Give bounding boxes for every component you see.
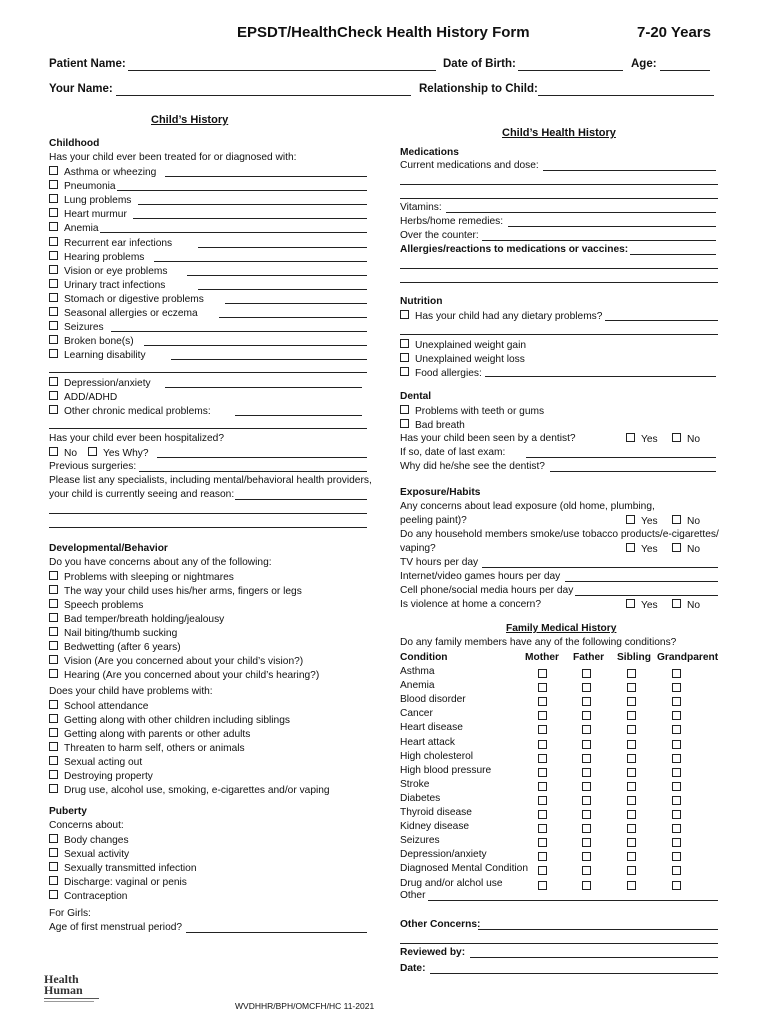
no-checkbox[interactable] — [672, 543, 681, 552]
father-checkbox[interactable] — [582, 796, 591, 805]
answer-line[interactable] — [144, 345, 367, 346]
grandparent-checkbox[interactable] — [672, 768, 681, 777]
col-grandparent: Grandparent — [657, 652, 719, 663]
mother-checkbox[interactable] — [538, 768, 547, 777]
medications-line-2[interactable] — [400, 184, 718, 185]
sibling-checkbox[interactable] — [627, 881, 636, 890]
form-title: EPSDT/HealthCheck Health History Form — [237, 24, 530, 41]
hospitalized-no[interactable]: No — [49, 447, 77, 459]
checkbox[interactable] — [49, 321, 58, 330]
seen-dentist-yes[interactable]: Yes — [626, 433, 658, 445]
grandparent-checkbox[interactable] — [672, 697, 681, 706]
checkbox[interactable] — [49, 862, 58, 871]
mother-checkbox[interactable] — [538, 669, 547, 678]
checklist-item-seasonal-allergies-or-eczema[interactable]: Seasonal allergies or eczema — [49, 307, 198, 319]
childhood-heading: Childhood — [49, 138, 100, 149]
answer-line[interactable] — [219, 317, 367, 318]
grandparent-checkbox[interactable] — [672, 683, 681, 692]
yes-checkbox[interactable] — [88, 447, 97, 456]
checkbox[interactable] — [49, 655, 58, 664]
footer-code: WVDHHR/BPH/OMCFH/HC 11-2021 — [235, 1001, 375, 1011]
dietary-field[interactable] — [605, 320, 718, 321]
tv-hours-label: TV hours per day — [400, 557, 479, 568]
sibling-checkbox[interactable] — [627, 782, 636, 791]
lead-question-1: Any concerns about lead exposure (old home, plumbing, — [400, 501, 655, 512]
mother-checkbox[interactable] — [538, 697, 547, 706]
providers-line-3[interactable] — [49, 527, 367, 528]
col-condition: Condition — [400, 652, 448, 663]
father-checkbox[interactable] — [582, 824, 591, 833]
relationship-field[interactable] — [538, 95, 714, 96]
checklist-item-sexually-transmitted-infection[interactable]: Sexually transmitted infection — [49, 862, 197, 874]
col-father: Father — [573, 652, 605, 663]
checklist-item-depression-anxiety[interactable]: Depression/anxiety — [49, 377, 151, 389]
checkbox[interactable] — [49, 756, 58, 765]
current-medications-label: Current medications and dose: — [400, 160, 539, 171]
reviewed-by-field[interactable] — [470, 957, 718, 958]
father-checkbox[interactable] — [582, 810, 591, 819]
age-label: Age: — [631, 58, 657, 70]
dietary-checkbox[interactable] — [400, 310, 409, 319]
puberty-concerns: Concerns about: — [49, 820, 124, 831]
checkbox[interactable] — [49, 335, 58, 344]
grandparent-checkbox[interactable] — [672, 725, 681, 734]
checkbox[interactable] — [49, 194, 58, 203]
why-seen-label: Why did he/she see the dentist? — [400, 461, 545, 472]
allergies-label: Allergies/reactions to medications or vaccines: — [400, 244, 629, 255]
sibling-checkbox[interactable] — [627, 866, 636, 875]
relationship-label: Relationship to Child: — [419, 83, 538, 95]
father-checkbox[interactable] — [582, 881, 591, 890]
condition-label: Anemia — [400, 680, 435, 692]
checkbox[interactable] — [49, 571, 58, 580]
checklist-item-discharge-vaginal-or-penis[interactable]: Discharge: vaginal or penis — [49, 876, 187, 888]
developmental-heading: Developmental/Behavior — [49, 543, 168, 554]
checkbox[interactable] — [49, 627, 58, 636]
mother-checkbox[interactable] — [538, 754, 547, 763]
checkbox[interactable] — [49, 700, 58, 709]
answer-line[interactable] — [187, 275, 367, 276]
cell-hours-label: Cell phone/social media hours per day — [400, 585, 574, 596]
answer-line[interactable] — [154, 261, 367, 262]
mother-checkbox[interactable] — [538, 683, 547, 692]
childhood-question: Has your child ever been treated for or diagnosed with: — [49, 152, 297, 163]
sibling-checkbox[interactable] — [627, 768, 636, 777]
condition-label: Cancer — [400, 708, 433, 720]
age-field[interactable] — [660, 70, 710, 71]
checkbox[interactable] — [49, 714, 58, 723]
checkbox[interactable] — [49, 180, 58, 189]
sibling-checkbox[interactable] — [627, 796, 636, 805]
developmental-question: Do you have concerns about any of the following: — [49, 557, 272, 568]
mother-checkbox[interactable] — [538, 810, 547, 819]
checkbox[interactable] — [49, 251, 58, 260]
father-checkbox[interactable] — [582, 838, 591, 847]
checkbox[interactable] — [49, 307, 58, 316]
father-checkbox[interactable] — [582, 697, 591, 706]
father-checkbox[interactable] — [582, 740, 591, 749]
checklist-item-vision-are-you-concerned-about-your-child-s-vision[interactable]: Vision (Are you concerned about your child’s vision?) — [49, 655, 303, 667]
your-name-label: Your Name: — [49, 83, 113, 95]
puberty-heading: Puberty — [49, 806, 87, 817]
checkbox[interactable] — [49, 613, 58, 622]
allergies-field[interactable] — [630, 254, 716, 255]
internet-hours-field[interactable] — [565, 581, 718, 582]
checkbox[interactable] — [49, 208, 58, 217]
dietary-problems[interactable]: Has your child had any dietary problems? — [400, 310, 602, 322]
checklist-item-destroying-property[interactable]: Destroying property — [49, 770, 153, 782]
checkbox[interactable] — [49, 728, 58, 737]
father-checkbox[interactable] — [582, 782, 591, 791]
smoke-no[interactable]: No — [672, 543, 700, 555]
condition-label: High cholesterol — [400, 750, 474, 762]
lead-question-2: peeling paint)? — [400, 515, 467, 526]
checklist-item-asthma-or-wheezing[interactable]: Asthma or wheezing — [49, 166, 156, 178]
checklist-item-problems-with-sleeping-or-nightmares[interactable]: Problems with sleeping or nightmares — [49, 571, 234, 583]
checklist-item-the-way-your-child-uses-his-her-arms-fingers-or-legs[interactable]: The way your child uses his/her arms, fingers or legs — [49, 585, 302, 597]
previous-surgeries-label: Previous surgeries: — [49, 461, 137, 472]
family-history-title: Family Medical History — [506, 623, 617, 634]
condition-label: Drug and/or alchol use — [400, 877, 503, 889]
smoke-question-2: vaping? — [400, 543, 436, 554]
no-checkbox[interactable] — [672, 515, 681, 524]
checklist-item-threaten-to-harm-self-others-or-animals[interactable]: Threaten to harm self, others or animals — [49, 742, 245, 754]
mother-checkbox[interactable] — [538, 740, 547, 749]
smoke-yes[interactable]: Yes — [626, 543, 658, 555]
checklist-item-getting-along-with-other-children-including-siblings[interactable]: Getting along with other children including siblings — [49, 714, 290, 726]
father-checkbox[interactable] — [582, 768, 591, 777]
condition-label: Diabetes — [400, 792, 441, 804]
checkbox[interactable] — [49, 599, 58, 608]
sibling-checkbox[interactable] — [627, 838, 636, 847]
checklist-item-hearing-are-you-concerned-about-your-child-s-hearing[interactable]: Hearing (Are you concerned about your child’s hearing?) — [49, 669, 319, 681]
medications-line-3[interactable] — [400, 198, 718, 199]
checkbox[interactable] — [400, 367, 409, 376]
mother-checkbox[interactable] — [538, 796, 547, 805]
checklist-item-bedwetting-after-6-years[interactable]: Bedwetting (after 6 years) — [49, 641, 181, 653]
last-exam-field[interactable] — [526, 457, 716, 458]
exposure-heading: Exposure/Habits — [400, 487, 481, 498]
father-checkbox[interactable] — [582, 683, 591, 692]
grandparent-checkbox[interactable] — [672, 711, 681, 720]
checklist-item-drug-use-alcohol-use-smoking-e-cigarettes-and-or-vaping[interactable]: Drug use, alcohol use, smoking, e-cigarettes and/or vaping — [49, 784, 330, 796]
answer-line[interactable] — [198, 289, 367, 290]
mother-checkbox[interactable] — [538, 852, 547, 861]
checklist-item-pneumonia[interactable]: Pneumonia — [49, 180, 116, 192]
right-section-title: Child’s Health History — [502, 127, 616, 139]
checkbox[interactable] — [400, 419, 409, 428]
answer-line[interactable] — [138, 204, 367, 205]
condition-label: Blood disorder — [400, 694, 466, 706]
grandparent-checkbox[interactable] — [672, 881, 681, 890]
condition-label: Kidney disease — [400, 821, 470, 833]
other-concerns-label: Other Concerns: — [400, 919, 481, 930]
violence-question: Is violence at home a concern? — [400, 599, 542, 610]
mother-checkbox[interactable] — [538, 881, 547, 890]
checklist-item-problems-with-teeth-or-gums[interactable]: Problems with teeth or gums — [400, 405, 544, 417]
violence-yes[interactable]: Yes — [626, 599, 658, 611]
checklist-item-school-attendance[interactable]: School attendance — [49, 700, 148, 712]
nutrition-heading: Nutrition — [400, 296, 443, 307]
checkbox[interactable] — [49, 166, 58, 175]
yes-checkbox[interactable] — [626, 543, 635, 552]
checkbox[interactable] — [49, 770, 58, 779]
childhood-extra-line[interactable] — [49, 372, 367, 373]
checklist-item-seizures[interactable]: Seizures — [49, 321, 104, 333]
checklist-item-unexplained-weight-gain[interactable]: Unexplained weight gain — [400, 339, 526, 351]
grandparent-checkbox[interactable] — [672, 740, 681, 749]
dental-heading: Dental — [400, 391, 432, 402]
condition-label: Stroke — [400, 778, 430, 790]
checklist-item-heart-murmur[interactable]: Heart murmur — [49, 208, 127, 220]
checklist-item-sexual-acting-out[interactable]: Sexual acting out — [49, 756, 142, 768]
father-checkbox[interactable] — [582, 866, 591, 875]
providers-question-2: your child is currently seeing and reason: — [49, 489, 235, 500]
why-field[interactable] — [157, 457, 367, 458]
seen-dentist-no[interactable]: No — [672, 433, 700, 445]
developmental-question-2: Does your child have problems with: — [49, 686, 213, 697]
checklist-item-urinary-tract-infections[interactable]: Urinary tract infections — [49, 279, 165, 291]
checkbox[interactable] — [49, 293, 58, 302]
providers-field[interactable] — [235, 499, 367, 500]
checklist-item-unexplained-weight-loss[interactable]: Unexplained weight loss — [400, 353, 525, 365]
checklist-item-hearing-problems[interactable]: Hearing problems — [49, 251, 144, 263]
sibling-checkbox[interactable] — [627, 810, 636, 819]
checklist-item-other-chronic-medical-problems[interactable]: Other chronic medical problems: — [49, 405, 211, 417]
answer-line[interactable] — [225, 303, 367, 304]
condition-label: Seizures — [400, 835, 440, 847]
checkbox[interactable] — [49, 848, 58, 857]
your-name-field[interactable] — [116, 95, 411, 96]
family-other-label: Other — [400, 890, 426, 901]
dob-field[interactable] — [518, 70, 623, 71]
tv-hours-field[interactable] — [482, 567, 718, 568]
why-seen-field[interactable] — [550, 471, 716, 472]
father-checkbox[interactable] — [582, 725, 591, 734]
answer-line[interactable] — [111, 331, 367, 332]
checkbox[interactable] — [49, 222, 58, 231]
allergies-line-2[interactable] — [400, 268, 718, 269]
checklist-item-sexual-activity[interactable]: Sexual activity — [49, 848, 129, 860]
checkbox[interactable] — [49, 265, 58, 274]
mother-checkbox[interactable] — [538, 838, 547, 847]
allergies-line-3[interactable] — [400, 282, 718, 283]
checkbox[interactable] — [49, 279, 58, 288]
checklist-item-bad-breath[interactable]: Bad breath — [400, 419, 465, 431]
checklist-item-learning-disability[interactable]: Learning disability — [49, 349, 146, 361]
dob-label: Date of Birth: — [443, 58, 516, 70]
checklist-item-anemia[interactable]: Anemia — [49, 222, 99, 234]
father-checkbox[interactable] — [582, 669, 591, 678]
sibling-checkbox[interactable] — [627, 754, 636, 763]
no-checkbox[interactable] — [49, 447, 58, 456]
father-checkbox[interactable] — [582, 711, 591, 720]
yes-checkbox[interactable] — [626, 599, 635, 608]
dietary-line-2[interactable] — [400, 334, 718, 335]
checkbox[interactable] — [49, 585, 58, 594]
violence-no[interactable]: No — [672, 599, 700, 611]
date-field[interactable] — [430, 973, 718, 974]
checkbox[interactable] — [400, 405, 409, 414]
menstrual-question: Age of first menstrual period? — [49, 922, 183, 933]
father-checkbox[interactable] — [582, 754, 591, 763]
age-range: 7-20 Years — [637, 24, 711, 41]
answer-line[interactable] — [171, 359, 367, 360]
grandparent-checkbox[interactable] — [672, 838, 681, 847]
date-label: Date: — [400, 963, 426, 974]
grandparent-checkbox[interactable] — [672, 866, 681, 875]
answer-line[interactable] — [198, 247, 367, 248]
other-chronic-extra-line[interactable] — [49, 428, 367, 429]
vitamins-field[interactable] — [446, 212, 716, 213]
yes-checkbox[interactable] — [626, 515, 635, 524]
sibling-checkbox[interactable] — [627, 740, 636, 749]
checklist-item-bad-temper-breath-holding-jealousy[interactable]: Bad temper/breath holding/jealousy — [49, 613, 224, 625]
grandparent-checkbox[interactable] — [672, 796, 681, 805]
sibling-checkbox[interactable] — [627, 824, 636, 833]
checklist-item-stomach-or-digestive-problems[interactable]: Stomach or digestive problems — [49, 293, 204, 305]
sibling-checkbox[interactable] — [627, 669, 636, 678]
answer-line[interactable] — [165, 176, 367, 177]
grandparent-checkbox[interactable] — [672, 669, 681, 678]
condition-label: Depression/anxiety — [400, 849, 487, 861]
grandparent-checkbox[interactable] — [672, 852, 681, 861]
family-other-field[interactable] — [428, 900, 718, 901]
sibling-checkbox[interactable] — [627, 711, 636, 720]
checklist-item-vision-or-eye-problems[interactable]: Vision or eye problems — [49, 265, 167, 277]
herbs-field[interactable] — [508, 226, 716, 227]
condition-label: Asthma — [400, 666, 435, 677]
checkbox[interactable] — [49, 669, 58, 678]
checklist-item-lung-problems[interactable]: Lung problems — [49, 194, 131, 206]
no-checkbox[interactable] — [672, 599, 681, 608]
grandparent-checkbox[interactable] — [672, 824, 681, 833]
condition-label: Heart disease — [400, 722, 463, 734]
other-concerns-line-2[interactable] — [400, 943, 718, 944]
answer-line[interactable] — [100, 232, 367, 233]
checkbox[interactable] — [49, 742, 58, 751]
checklist-item-speech-problems[interactable]: Speech problems — [49, 599, 143, 611]
last-exam-label: If so, date of last exam: — [400, 447, 506, 458]
checklist-item-add-adhd[interactable]: ADD/ADHD — [49, 391, 117, 403]
checklist-item-broken-bone-s[interactable]: Broken bone(s) — [49, 335, 134, 347]
herbs-label: Herbs/home remedies: — [400, 216, 504, 227]
answer-line[interactable] — [165, 387, 362, 388]
no-checkbox[interactable] — [672, 433, 681, 442]
internet-hours-label: Internet/video games hours per day — [400, 571, 561, 582]
medications-heading: Medications — [400, 147, 459, 158]
sibling-checkbox[interactable] — [627, 697, 636, 706]
sibling-checkbox[interactable] — [627, 725, 636, 734]
providers-question-1: Please list any specialists, including mental/behavioral health providers, — [49, 475, 372, 486]
checklist-item-nail-biting-thumb-sucking[interactable]: Nail biting/thumb sucking — [49, 627, 177, 639]
col-mother: Mother — [525, 652, 559, 663]
answer-line[interactable] — [235, 415, 362, 416]
mother-checkbox[interactable] — [538, 711, 547, 720]
checklist-item-recurrent-ear-infections[interactable]: Recurrent ear infections — [49, 237, 172, 249]
sibling-checkbox[interactable] — [627, 852, 636, 861]
father-checkbox[interactable] — [582, 852, 591, 861]
mother-checkbox[interactable] — [538, 824, 547, 833]
checkbox[interactable] — [49, 890, 58, 899]
patient-name-label: Patient Name: — [49, 58, 126, 70]
for-girls-label: For Girls: — [49, 908, 91, 919]
reviewed-by-label: Reviewed by: — [400, 947, 466, 958]
checkbox[interactable] — [49, 641, 58, 650]
checklist-item-body-changes[interactable]: Body changes — [49, 834, 129, 846]
otc-label: Over the counter: — [400, 230, 479, 241]
checkbox[interactable] — [49, 237, 58, 246]
menstrual-field[interactable] — [186, 932, 367, 933]
other-concerns-field[interactable] — [478, 929, 718, 930]
grandparent-checkbox[interactable] — [672, 782, 681, 791]
checkbox[interactable] — [49, 876, 58, 885]
family-question: Do any family members have any of the following conditions? — [400, 637, 677, 648]
checkbox[interactable] — [49, 377, 58, 386]
hospitalized-question: Has your child ever been hospitalized? — [49, 433, 224, 444]
cell-hours-field[interactable] — [575, 595, 718, 596]
checkbox[interactable] — [49, 784, 58, 793]
food-allergies-field[interactable] — [485, 376, 716, 377]
checkbox[interactable] — [49, 834, 58, 843]
checkbox[interactable] — [49, 405, 58, 414]
dhhr-logo: Health Human — [44, 968, 106, 1008]
checkbox[interactable] — [49, 391, 58, 400]
previous-surgeries-field[interactable] — [139, 471, 367, 472]
checkbox[interactable] — [400, 339, 409, 348]
condition-label: Thyroid disease — [400, 807, 472, 818]
checklist-item-getting-along-with-parents-or-other-adults[interactable]: Getting along with parents or other adults — [49, 728, 250, 740]
otc-field[interactable] — [482, 240, 716, 241]
lead-yes[interactable]: Yes — [626, 515, 658, 527]
condition-label: Diagnosed Mental Condition — [400, 863, 528, 875]
grandparent-checkbox[interactable] — [672, 810, 681, 819]
condition-label: Heart attack — [400, 736, 455, 748]
vitamins-label: Vitamins: — [400, 202, 442, 213]
yes-checkbox[interactable] — [626, 433, 635, 442]
checkbox[interactable] — [400, 353, 409, 362]
answer-line[interactable] — [117, 190, 367, 191]
mother-checkbox[interactable] — [538, 782, 547, 791]
answer-line[interactable] — [133, 218, 367, 219]
hospitalized-yes[interactable]: Yes Why? — [88, 447, 149, 459]
smoke-question-1: Do any household members smoke/use tobacco products/e-cigarettes/ — [400, 529, 719, 540]
checklist-item-contraception[interactable]: Contraception — [49, 890, 127, 902]
patient-name-field[interactable] — [128, 70, 436, 71]
checkbox[interactable] — [49, 349, 58, 358]
condition-label: High blood pressure — [400, 764, 492, 776]
seen-dentist-question: Has your child been seen by a dentist? — [400, 433, 576, 444]
mother-checkbox[interactable] — [538, 866, 547, 875]
checklist-item-food-allergies[interactable]: Food allergies: — [400, 367, 482, 379]
col-sibling: Sibling — [617, 652, 651, 663]
left-section-title: Child’s History — [151, 114, 229, 126]
sibling-checkbox[interactable] — [627, 683, 636, 692]
lead-no[interactable]: No — [672, 515, 700, 527]
providers-line-2[interactable] — [49, 513, 367, 514]
mother-checkbox[interactable] — [538, 725, 547, 734]
grandparent-checkbox[interactable] — [672, 754, 681, 763]
current-medications-field[interactable] — [543, 170, 716, 171]
